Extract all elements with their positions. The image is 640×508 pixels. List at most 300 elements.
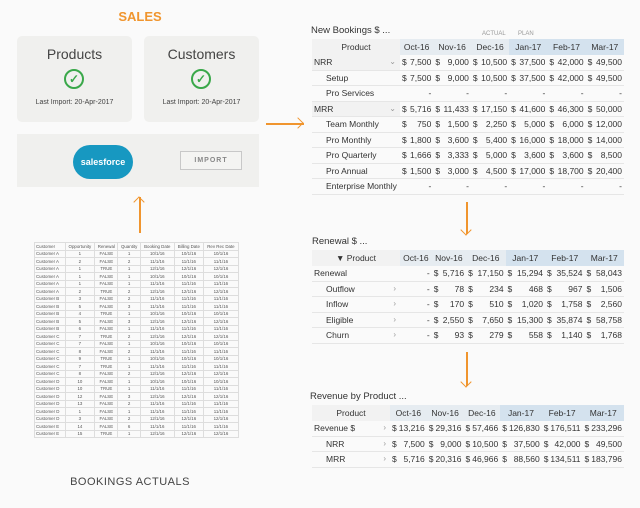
new_bookings-value-cell: - [554,86,585,102]
bookings-actuals-table [34,242,239,438]
bookings-cell: Customer B [35,310,66,318]
bookings-cell: 11/1/16 [174,325,203,333]
revenue-currency-symbol: $ [463,421,470,437]
new_bookings-currency-symbol [471,179,478,195]
renewal-currency-symbol [400,328,407,344]
renewal-currency-symbol: $ [584,297,591,313]
new_bookings-month-header: Oct-16 [400,39,433,55]
renewal-value-cell: 15,294 [513,266,545,282]
bookings-cell: Customer A [35,250,66,258]
table-row [35,273,239,281]
bookings-cell: Customer D [35,415,66,423]
renewal-month-header: Nov-16 [432,250,466,266]
bookings-cell: 12/1/16 [140,265,174,273]
table-row [35,318,239,326]
bookings-cell: 12/1/16 [174,265,203,273]
new_bookings-currency-symbol: $ [471,117,478,133]
new_bookings-currency-symbol [433,86,440,102]
revenue-currency-symbol: $ [427,421,434,437]
bookings-cell: 11/1/16 [174,295,203,303]
bookings-cell: 10/1/16 [174,310,203,318]
table-row[interactable] [312,70,624,86]
table-row[interactable] [312,117,624,133]
revenue-row-label[interactable] [312,421,390,437]
renewal-currency-symbol: $ [466,312,473,328]
new_bookings-value-cell: 12,000 [593,117,624,133]
bookings-cell: Customer A [35,273,66,281]
bookings-header-cell: Rev Rec Date [203,243,238,251]
revenue-value-cell: 5,716 [397,452,427,468]
bookings-cell: Customer A [35,258,66,266]
new_bookings-value-cell: 10,500 [478,70,509,86]
bookings-actuals-caption: BOOKINGS ACTUALS [70,476,190,488]
bookings-cell: 1 [118,280,140,288]
chevron-icon[interactable]: › [393,314,396,324]
new_bookings-value-cell: 49,500 [593,55,624,71]
bookings-cell: 11/1/16 [174,363,203,371]
revenue-currency-symbol: $ [427,436,434,452]
new_bookings-currency-symbol: $ [509,70,516,86]
bookings-cell: 2 [65,258,95,266]
bookings-cell: 12/1/16 [140,415,174,423]
table-row [35,325,239,333]
bookings-cell: 10/1/16 [174,340,203,348]
renewal-value-cell: 1,758 [552,297,584,313]
new_bookings-value-cell: 5,000 [478,148,509,164]
revenue-currency-symbol: $ [500,436,507,452]
new_bookings-currency-symbol: $ [509,55,516,71]
bookings-cell: TRUE [95,430,118,438]
new_bookings-month-header: Mar-17 [586,39,624,55]
new_bookings-currency-symbol: $ [400,117,407,133]
renewal-product-header[interactable]: ▼ Product [312,250,400,266]
bookings-cell: FALSE [95,370,118,378]
new_bookings-currency-symbol: $ [433,163,440,179]
import-button[interactable]: IMPORT [180,151,242,170]
renewal-row-label[interactable] [312,297,400,313]
chevron-icon[interactable]: › [383,438,387,448]
renewal-currency-symbol: $ [506,266,513,282]
bookings-cell: 11/1/16 [140,303,174,311]
table-row[interactable] [312,163,624,179]
new_bookings-currency-symbol: $ [433,148,440,164]
revenue-currency-symbol: $ [390,421,397,437]
bookings-cell: 1 [118,408,140,416]
new_bookings-row-label[interactable] [312,70,400,86]
revenue-currency-symbol: $ [390,436,397,452]
revenue-value-cell: 88,560 [507,452,542,468]
new_bookings-currency-symbol [509,86,516,102]
bookings-cell: 12/1/16 [203,265,238,273]
bookings-cell: 10/1/16 [140,250,174,258]
renewal-value-cell: 35,874 [552,312,584,328]
renewal-currency-symbol: $ [432,266,439,282]
revenue-currency-symbol: $ [390,452,397,468]
renewal-row-label[interactable] [312,266,400,282]
new_bookings-currency-symbol: $ [509,132,516,148]
renewal-row-label-text: Eligible [326,314,354,325]
new_bookings-row-label[interactable] [312,148,400,164]
renewal-value-cell: 15,300 [513,312,545,328]
new_bookings-currency-symbol: $ [471,163,478,179]
new_bookings-value-cell: - [478,86,509,102]
new_bookings-currency-symbol: $ [471,55,478,71]
new_bookings-currency-symbol: $ [586,55,593,71]
bookings-cell: 10/1/16 [203,310,238,318]
new_bookings-value-cell: 9,000 [440,70,471,86]
bookings-header-cell: Opportunity [65,243,95,251]
renewal-month-header: Feb-17 [545,250,584,266]
chevron-icon[interactable]: › [383,454,387,464]
revenue-value-cell: 176,511 [548,421,582,437]
new_bookings-value-cell: 3,600 [516,148,547,164]
bookings-cell: 12 [65,393,95,401]
new_bookings-month-header: Jan-17 [509,39,547,55]
bookings-cell: FALSE [95,423,118,431]
revenue-value-cell: 29,316 [433,421,463,437]
revenue-currency-symbol: $ [500,421,507,437]
table-row[interactable] [312,132,624,148]
bookings-cell: 1 [118,310,140,318]
table-row[interactable] [312,452,624,468]
bookings-cell: 12/1/16 [203,288,238,296]
new_bookings-value-cell: 1,500 [407,163,433,179]
table-row[interactable] [312,297,624,313]
new_bookings-value-cell: 41,600 [516,101,547,117]
bookings-cell: FALSE [95,340,118,348]
bookings-cell: 11/1/16 [174,303,203,311]
new_bookings-currency-symbol: $ [547,132,554,148]
bookings-cell: 11/1/16 [203,408,238,416]
table-row [35,310,239,318]
new_bookings-value-cell: 7,500 [407,55,433,71]
bookings-cell: FALSE [95,400,118,408]
bookings-header-cell: Quantity [118,243,140,251]
bookings-cell: 10/1/16 [203,378,238,386]
customers-card[interactable] [144,36,259,122]
bookings-cell: Customer E [35,430,66,438]
new_bookings-row-label[interactable] [312,179,400,195]
table-row [35,400,239,408]
customers-last-import: Last Import: 20-Apr-2017 [162,99,241,106]
new_bookings-value-cell: - [407,86,433,102]
table-row[interactable] [312,312,624,328]
bookings-cell: 1 [65,250,95,258]
bookings-cell: 12/1/16 [140,288,174,296]
new_bookings-row-label[interactable] [312,101,400,117]
revenue-row-label-text: NRR [326,438,345,449]
revenue-value-cell: 9,000 [433,436,463,452]
revenue-row-label[interactable] [312,436,390,452]
revenue-value-cell: 126,830 [507,421,542,437]
table-row[interactable] [312,101,624,117]
new_bookings-value-cell: 37,500 [516,70,547,86]
renewal-value-cell: - [407,312,432,328]
new_bookings-row-label[interactable] [312,55,400,71]
new_bookings-value-cell: 46,300 [554,101,585,117]
bookings-cell: 3 [65,295,95,303]
bookings-cell: 10/1/16 [174,378,203,386]
new_bookings-currency-symbol [400,86,407,102]
table-row[interactable] [312,55,624,71]
bookings-cell: TRUE [95,385,118,393]
bookings-cell: 12/1/16 [203,333,238,341]
table-row [35,378,239,386]
bookings-cell: Customer B [35,295,66,303]
bookings-cell: Customer D [35,385,66,393]
table-row [35,258,239,266]
table-row [35,288,239,296]
new_bookings-value-cell: - [516,179,547,195]
new-bookings-title[interactable]: New Bookings $ ... [311,25,391,36]
new_bookings-value-cell: 50,000 [593,101,624,117]
bookings-cell: 1 [118,385,140,393]
table-row[interactable] [312,328,624,344]
table-row [35,363,239,371]
new_bookings-currency-symbol: $ [547,117,554,133]
products-card[interactable] [17,36,132,122]
new_bookings-row-label-text: Team Monthly [326,119,379,130]
bookings-cell: FALSE [95,258,118,266]
bookings-header-cell: Customer [35,243,66,251]
bookings-cell: 6 [118,423,140,431]
new_bookings-value-cell: 10,500 [478,55,509,71]
bookings-cell: 2 [118,288,140,296]
bookings-cell: 12/1/16 [203,393,238,401]
new_bookings-currency-symbol: $ [400,163,407,179]
bookings-cell: 12/1/16 [174,318,203,326]
revenue-value-cell: 46,966 [470,452,500,468]
products-card-title: Products [46,46,103,62]
renewal-row-label[interactable] [312,328,400,344]
table-row[interactable] [312,86,624,102]
renewal-value-cell: 2,550 [439,312,466,328]
renewal-value-cell: - [407,328,432,344]
revenue-title[interactable]: Revenue by Product ... [310,391,407,402]
bookings-cell: Customer A [35,288,66,296]
bookings-cell: TRUE [95,288,118,296]
new_bookings-value-cell: 750 [407,117,433,133]
chevron-icon[interactable]: › [383,423,387,432]
table-row [35,340,239,348]
new_bookings-value-cell: 3,600 [440,132,471,148]
renewal-table [312,250,624,344]
bookings-cell: 11/1/16 [140,385,174,393]
bookings-cell: Customer C [35,340,66,348]
renewal-value-cell: 279 [473,328,505,344]
bookings-cell: FALSE [95,408,118,416]
chevron-icon[interactable]: › [393,283,396,293]
renewal-currency-symbol [400,266,407,282]
renewal-month-header: Mar-17 [584,250,624,266]
bookings-cell: 11/1/16 [140,280,174,288]
bookings-header-cell: Renewal [95,243,118,251]
table-row [35,385,239,393]
bookings-cell: 2 [118,295,140,303]
bookings-cell: 11/1/16 [174,400,203,408]
new_bookings-currency-symbol: $ [400,148,407,164]
new_bookings-value-cell: 7,500 [407,70,433,86]
bookings-cell: 2 [118,348,140,356]
bookings-cell: 5 [65,303,95,311]
renewal-currency-symbol: $ [584,328,591,344]
new_bookings-currency-symbol [547,86,554,102]
table-row[interactable] [312,179,624,195]
new_bookings-value-cell: 42,000 [554,55,585,71]
renewal-title[interactable]: Renewal $ ... [312,236,368,247]
bookings-cell: 1 [118,355,140,363]
table-row[interactable] [312,436,624,452]
new_bookings-row-label-text: MRR [314,103,334,114]
bookings-cell: FALSE [95,250,118,258]
new_bookings-row-label[interactable] [312,132,400,148]
customers-card-title: Customers [167,46,236,62]
new_bookings-currency-symbol: $ [471,148,478,164]
renewal-currency-symbol [400,297,407,313]
new_bookings-value-cell: 5,400 [478,132,509,148]
revenue-month-header: Dec-16 [463,405,500,421]
new_bookings-currency-symbol [400,179,407,195]
new_bookings-currency-symbol [586,179,593,195]
renewal-value-cell: - [407,297,432,313]
bookings-cell: 1 [118,250,140,258]
new_bookings-currency-symbol: $ [547,163,554,179]
new_bookings-row-label-text: NRR [314,57,333,67]
new_bookings-value-cell: 18,700 [554,163,585,179]
renewal-currency-symbol: $ [545,312,552,328]
bookings-cell: 7 [65,340,95,348]
bookings-cell: 11/1/16 [174,258,203,266]
table-row[interactable] [312,281,624,297]
check-icon: ✓ [191,69,211,89]
new_bookings-value-cell: 9,000 [440,55,471,71]
new_bookings-row-label[interactable] [312,117,400,133]
table-row [35,415,239,423]
new_bookings-value-cell: 42,000 [554,70,585,86]
bookings-cell: 1 [118,378,140,386]
bookings-cell: 11/1/16 [174,385,203,393]
table-row [35,430,239,438]
new_bookings-currency-symbol: $ [509,148,516,164]
table-row[interactable] [312,266,624,282]
revenue-value-cell: 134,511 [548,452,582,468]
new_bookings-value-cell: - [554,179,585,195]
table-row [35,265,239,273]
revenue-currency-symbol: $ [463,452,470,468]
salesforce-logo: salesforce [73,145,133,179]
new_bookings-value-cell: 3,600 [554,148,585,164]
renewal-currency-symbol: $ [466,266,473,282]
renewal-currency-symbol: $ [545,328,552,344]
renewal-value-cell: 510 [473,297,505,313]
check-icon: ✓ [64,69,84,89]
bookings-cell: 2 [118,400,140,408]
bookings-cell: 11/1/16 [203,363,238,371]
renewal-value-cell: 558 [513,328,545,344]
revenue-currency-symbol: $ [500,452,507,468]
table-row [35,423,239,431]
renewal-value-cell: 35,524 [552,266,584,282]
new_bookings-currency-symbol: $ [471,132,478,148]
new_bookings-row-label[interactable] [312,163,400,179]
new_bookings-value-cell: 8,500 [593,148,624,164]
bookings-cell: 2 [118,370,140,378]
table-row [35,348,239,356]
table-row [35,295,239,303]
revenue-currency-symbol: $ [542,436,549,452]
new_bookings-month-header: Feb-17 [547,39,585,55]
renewal-value-cell: - [407,281,432,297]
bookings-cell: 12/1/16 [140,393,174,401]
new_bookings-product-header[interactable]: Product [312,39,400,55]
bookings-cell: 10/1/16 [203,250,238,258]
chevron-icon[interactable]: ⌄ [389,57,396,66]
new_bookings-value-cell: - [440,86,471,102]
bookings-cell: 8 [65,370,95,378]
table-row[interactable] [312,148,624,164]
bookings-cell: 10/1/16 [174,250,203,258]
new_bookings-value-cell: 6,000 [554,117,585,133]
bookings-cell: Customer B [35,303,66,311]
bookings-cell: Customer B [35,318,66,326]
bookings-cell: 1 [65,273,95,281]
chevron-icon[interactable]: › [393,330,396,340]
bookings-cell: 12/1/16 [174,393,203,401]
bookings-cell: 11/1/16 [203,348,238,356]
new_bookings-value-cell: 2,250 [478,117,509,133]
renewal-row-label[interactable] [312,281,400,297]
bookings-cell: 12/1/16 [203,415,238,423]
bookings-cell: FALSE [95,318,118,326]
renewal-value-cell: 1,140 [552,328,584,344]
chevron-icon[interactable]: › [393,299,396,309]
bookings-cell: 11/1/16 [203,423,238,431]
renewal-currency-symbol: $ [545,281,552,297]
bookings-cell: 1 [65,408,95,416]
table-row[interactable] [312,421,624,437]
revenue-value-cell: 57,466 [470,421,500,437]
bookings-cell: 11/1/16 [203,325,238,333]
revenue-product-header[interactable]: Product [312,405,390,421]
bookings-cell: Customer D [35,378,66,386]
renewal-row-label[interactable] [312,312,400,328]
bookings-cell: 11/1/16 [140,423,174,431]
bookings-cell: 10/1/16 [203,355,238,363]
new_bookings-currency-symbol: $ [433,117,440,133]
new_bookings-value-cell: 37,500 [516,55,547,71]
bookings-cell: FALSE [95,348,118,356]
chevron-icon[interactable]: ⌄ [389,103,396,113]
bookings-cell: Customer B [35,325,66,333]
new_bookings-currency-symbol: $ [433,101,440,117]
bookings-cell: 12/1/16 [203,370,238,378]
bookings-cell: 1 [118,265,140,273]
bookings-cell: 11/1/16 [140,363,174,371]
new_bookings-value-cell: 49,500 [593,70,624,86]
new_bookings-row-label-text: Pro Annual [326,165,368,176]
revenue-row-label[interactable] [312,452,390,468]
bookings-cell: 11/1/16 [203,303,238,311]
new_bookings-row-label[interactable] [312,86,400,102]
bookings-cell: 6 [65,325,95,333]
new_bookings-currency-symbol [509,179,516,195]
bookings-cell: 10 [65,385,95,393]
renewal-currency-symbol: $ [432,328,439,344]
bookings-cell: 10 [65,378,95,386]
revenue-month-header: Jan-17 [500,405,541,421]
products-last-import: Last Import: 20-Apr-2017 [35,99,114,106]
bookings-cell: Customer C [35,355,66,363]
